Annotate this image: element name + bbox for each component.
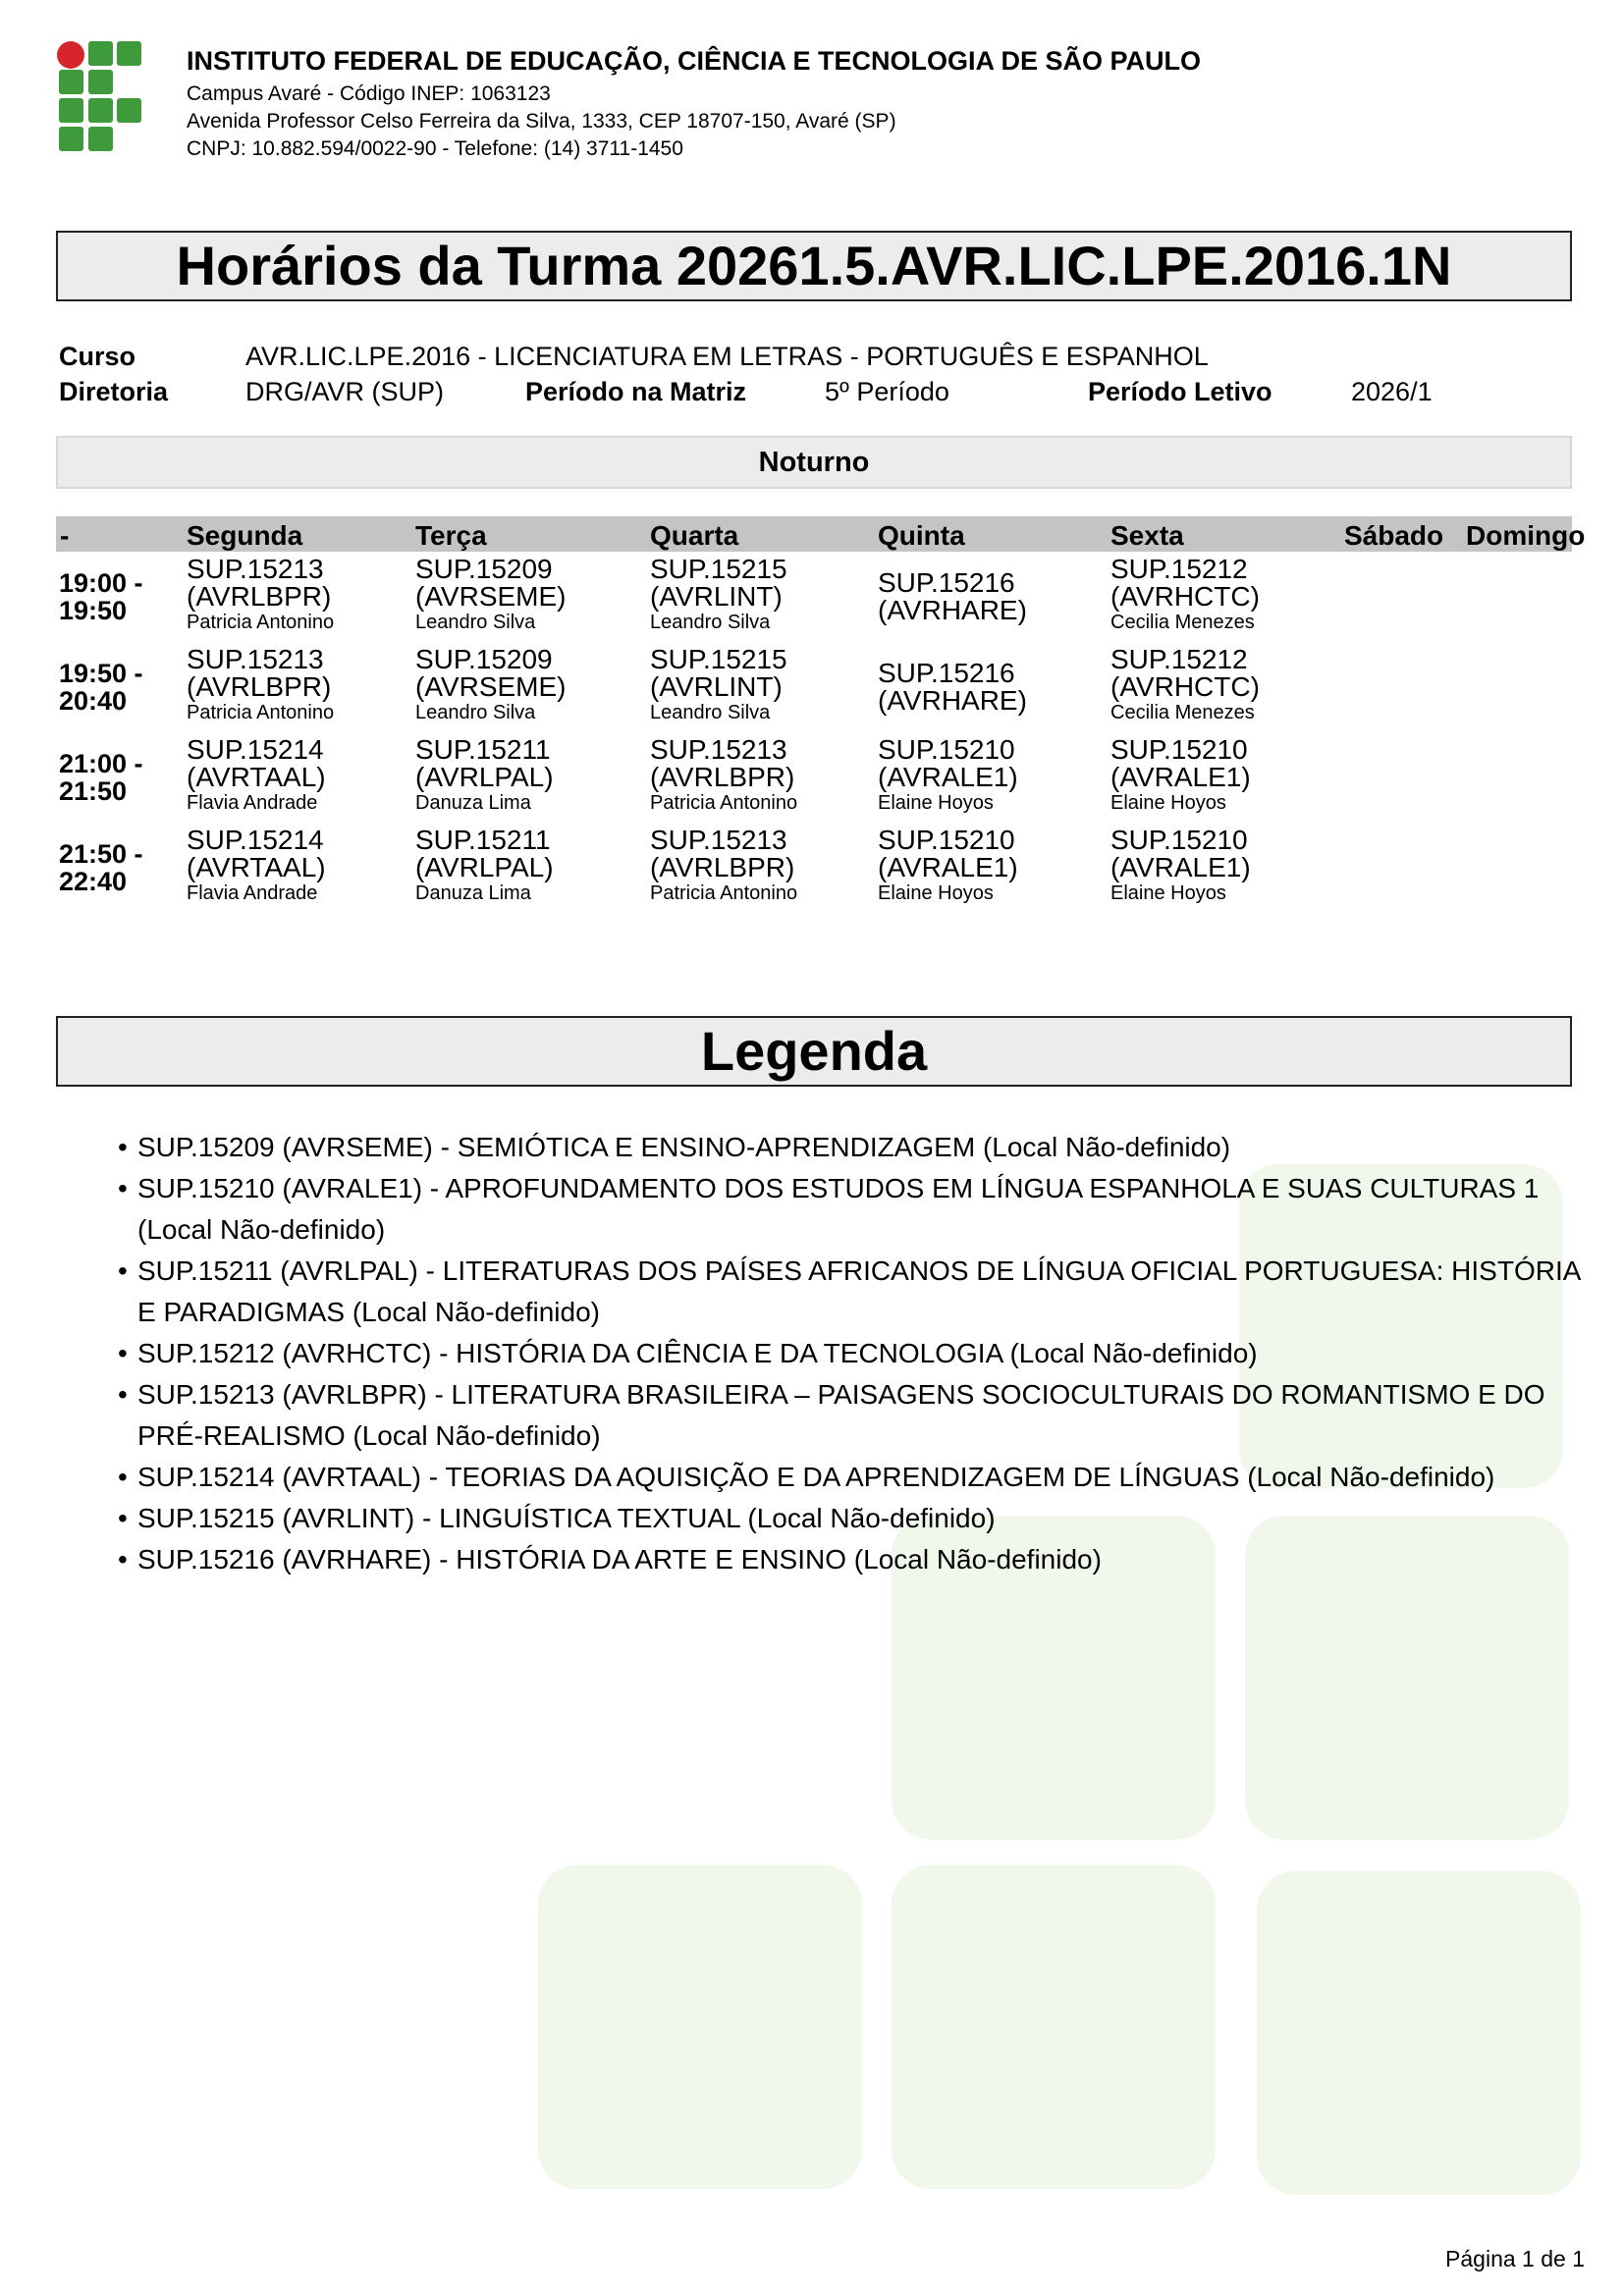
col-header-sabado: Sábado [1344,520,1444,551]
legend-item: • SUP.15210 (AVRALE1) - APROFUNDAMENTO DOS ESTUDOS EM LÍNGUA ESPANHOLA E SUAS CULTURAS 1 (Local Não-definido) [118,1168,1581,1251]
course-abbr: (AVRLINT) [650,581,783,612]
course-abbr: (AVRTAAL) [187,762,326,792]
legend-item: • SUP.15216 (AVRHARE) - HISTÓRIA DA ARTE E ENSINO (Local Não-definido) [118,1539,1581,1580]
course-code: SUP.15214 [187,825,324,855]
course-code: SUP.15210 [878,825,1015,855]
time-slot [59,840,177,895]
legend-item: • SUP.15209 (AVRSEME) - SEMIÓTICA E ENSINO-APRENDIZAGEM (Local Não-definido) [118,1127,1581,1168]
course-abbr: (AVRHCTC) [1110,581,1260,612]
col-header-terca: Terça [415,520,487,551]
curso-value: AVR.LIC.LPE.2016 - LICENCIATURA EM LETRAS - PORTUGUÊS E ESPANHOL [245,342,1209,371]
address-line: Avenida Professor Celso Ferreira da Silva, 1333, CEP 18707-150, Avaré (SP) [187,109,896,133]
teacher-name: Patricia Antonino [187,612,335,633]
course-code: SUP.15210 [1110,825,1248,855]
course-abbr: (AVRTAAL) [187,852,326,882]
course-code: SUP.15213 [187,644,324,674]
diretoria-value: DRG/AVR (SUP) [245,377,445,406]
teacher-name: Danuza Lima [415,882,531,904]
page-number: Página 1 de 1 [1445,2246,1585,2271]
schedule-cell [650,556,787,635]
teacher-name: Flavia Andrade [187,792,318,814]
schedule-header-row [56,516,1586,552]
schedule-cell [1110,646,1260,725]
course-code: SUP.15213 [187,554,324,584]
course-code: SUP.15215 [650,554,787,584]
col-header-time: - [60,520,70,551]
teacher-name: Elaine Hoyos [1110,792,1226,814]
teacher-name: Flavia Andrade [187,882,318,904]
diretoria-label: Diretoria [59,377,169,406]
shift-header: Noturno [56,436,1572,489]
teacher-name: Elaine Hoyos [878,792,994,814]
legend-item: • SUP.15211 (AVRLPAL) - LITERATURAS DOS PAÍSES AFRICANOS DE LÍNGUA OFICIAL PORTUGUESA: HISTÓRIA E PARADIGMAS (Local Não-definido) [118,1251,1581,1333]
teacher-name: Danuza Lima [415,792,531,814]
institution-header [187,47,1201,163]
course-abbr: (AVRLINT) [650,671,783,702]
time-end: 21:50 [59,776,128,806]
course-code: SUP.15209 [415,644,553,674]
periodo-letivo-label: Período Letivo [1088,377,1272,406]
course-abbr: (AVRALE1) [1110,852,1251,882]
page-title: Horários da Turma 20261.5.AVR.LIC.LPE.2016.1N [56,231,1572,301]
course-code: SUP.15214 [187,734,324,765]
time-start: 21:50 - [59,839,143,869]
time-end: 22:40 [59,867,128,896]
course-code: SUP.15216 [878,658,1015,688]
course-abbr: (AVRLBPR) [187,671,332,702]
schedule-cell [415,556,567,635]
course-code: SUP.15210 [1110,734,1248,765]
course-abbr: (AVRLBPR) [187,581,332,612]
teacher-name: Leandro Silva [415,612,536,633]
ifsp-logo [57,41,143,153]
periodo-letivo-value: 2026/1 [1351,377,1433,406]
time-slot [59,750,177,805]
teacher-name: Cecilia Menezes [1110,612,1255,633]
teacher-name: Leandro Silva [415,702,536,723]
periodo-matriz-value: 5º Período [825,377,949,406]
course-code: SUP.15210 [878,734,1015,765]
teacher-name: Cecilia Menezes [1110,702,1255,723]
course-code: SUP.15209 [415,554,553,584]
course-abbr: (AVRLBPR) [650,762,795,792]
schedule-cell [187,736,326,816]
time-start: 21:00 - [59,749,143,778]
schedule-cell [878,827,1018,906]
course-abbr: (AVRSEME) [415,671,567,702]
col-header-segunda: Segunda [187,520,303,551]
col-header-sexta: Sexta [1110,520,1184,551]
time-end: 20:40 [59,686,128,716]
course-code: SUP.15212 [1110,644,1248,674]
course-abbr: (AVRALE1) [878,852,1018,882]
course-abbr: (AVRLPAL) [415,762,554,792]
course-code: SUP.15211 [415,825,551,855]
course-abbr: (AVRSEME) [415,581,567,612]
course-abbr: (AVRLBPR) [650,852,795,882]
schedule-cell [878,569,1027,624]
time-start: 19:50 - [59,659,143,688]
course-code: SUP.15211 [415,734,551,765]
course-abbr: (AVRALE1) [878,762,1018,792]
course-code: SUP.15213 [650,825,787,855]
legend-item: • SUP.15215 (AVRLINT) - LINGUÍSTICA TEXTUAL (Local Não-definido) [118,1498,1581,1539]
teacher-name: Leandro Silva [650,702,771,723]
legend-item: • SUP.15214 (AVRTAAL) - TEORIAS DA AQUISIÇÃO E DA APRENDIZAGEM DE LÍNGUAS (Local Não-definido) [118,1457,1581,1498]
schedule-cell [187,556,334,635]
legend-item: • SUP.15213 (AVRLBPR) - LITERATURA BRASILEIRA – PAISAGENS SOCIOCULTURAIS DO ROMANTISMO E DO PRÉ-REALISMO (Local Não-definido) [118,1374,1581,1457]
col-header-quarta: Quarta [650,520,739,551]
curso-label: Curso [59,342,136,371]
institution-name: INSTITUTO FEDERAL DE EDUCAÇÃO, CIÊNCIA E TECNOLOGIA DE SÃO PAULO [187,46,1202,76]
legend-title: Legenda [56,1016,1572,1087]
periodo-matriz-label: Período na Matriz [525,377,747,406]
col-header-quinta: Quinta [878,520,965,551]
course-abbr: (AVRHARE) [878,685,1027,716]
time-end: 19:50 [59,596,128,625]
schedule-cell [650,736,797,816]
time-start: 19:00 - [59,568,143,598]
schedule-cell [650,646,787,725]
legend-item: • SUP.15212 (AVRHCTC) - HISTÓRIA DA CIÊNCIA E DA TECNOLOGIA (Local Não-definido) [118,1333,1581,1374]
campus-line: Campus Avaré - Código INEP: 1063123 [187,81,551,105]
cnpj-line: CNPJ: 10.882.594/0022-90 - Telefone: (14) 3711-1450 [187,136,683,160]
teacher-name: Patricia Antonino [650,792,798,814]
teacher-name: Patricia Antonino [650,882,798,904]
teacher-name: Patricia Antonino [187,702,335,723]
course-abbr: (AVRHCTC) [1110,671,1260,702]
col-header-domingo: Domingo [1466,520,1586,551]
time-slot [59,569,177,624]
schedule-cell [415,646,567,725]
schedule-cell [415,736,554,816]
teacher-name: Leandro Silva [650,612,771,633]
course-code: SUP.15215 [650,644,787,674]
course-code: SUP.15213 [650,734,787,765]
course-abbr: (AVRALE1) [1110,762,1251,792]
schedule-cell [415,827,554,906]
schedule-cell [878,660,1027,715]
course-code: SUP.15212 [1110,554,1248,584]
schedule-cell [650,827,797,906]
schedule-cell [187,646,334,725]
legend-list [118,1127,1581,1580]
teacher-name: Elaine Hoyos [1110,882,1226,904]
course-code: SUP.15216 [878,567,1015,598]
schedule-cell [187,827,326,906]
schedule-cell [1110,556,1260,635]
course-abbr: (AVRHARE) [878,595,1027,625]
schedule-cell [1110,827,1251,906]
time-slot [59,660,177,715]
schedule-cell [1110,736,1251,816]
course-abbr: (AVRLPAL) [415,852,554,882]
schedule-cell [878,736,1018,816]
teacher-name: Elaine Hoyos [878,882,994,904]
